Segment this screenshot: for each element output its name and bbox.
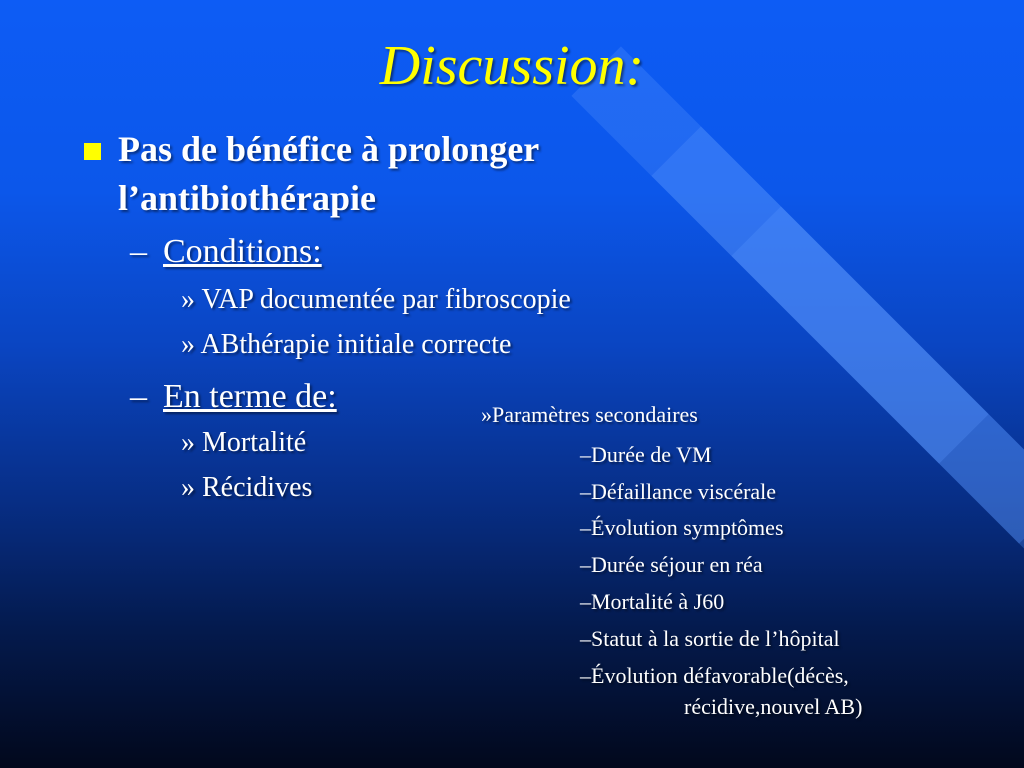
square-bullet-icon <box>84 143 101 160</box>
secondary-param-item: –Défaillance viscérale <box>580 479 777 504</box>
secondary-param-item: –Durée séjour en réa <box>580 552 763 577</box>
secondary-param-item: –Mortalité à J60 <box>580 589 725 614</box>
terme-heading: En terme de: <box>163 378 337 415</box>
condition-item: » ABthérapie initiale correcte <box>181 329 512 360</box>
terme-item: » Mortalité <box>181 427 307 458</box>
main-point-line2: l’antibiothérapie <box>118 178 376 218</box>
secondary-param-item: –Évolution défavorable(décès, <box>580 663 849 688</box>
dash-bullet: – <box>130 233 147 270</box>
secondary-param-item: –Statut à la sortie de l’hôpital <box>580 626 840 651</box>
dash-bullet: – <box>130 378 147 415</box>
secondary-param-item-continuation: récidive,nouvel AB) <box>684 694 863 719</box>
secondary-param-item: –Évolution symptômes <box>580 515 784 540</box>
slide-title: Discussion: <box>379 35 645 97</box>
terme-item: » Récidives <box>181 472 313 503</box>
main-point-line1: Pas de bénéfice à prolonger <box>118 129 540 169</box>
decorative-stripe <box>731 206 1024 623</box>
secondary-params-heading: »Paramètres secondaires <box>481 402 698 427</box>
condition-item: » VAP documentée par fibroscopie <box>181 284 571 315</box>
conditions-heading: Conditions: <box>163 233 322 270</box>
secondary-param-item: –Durée de VM <box>580 442 712 467</box>
